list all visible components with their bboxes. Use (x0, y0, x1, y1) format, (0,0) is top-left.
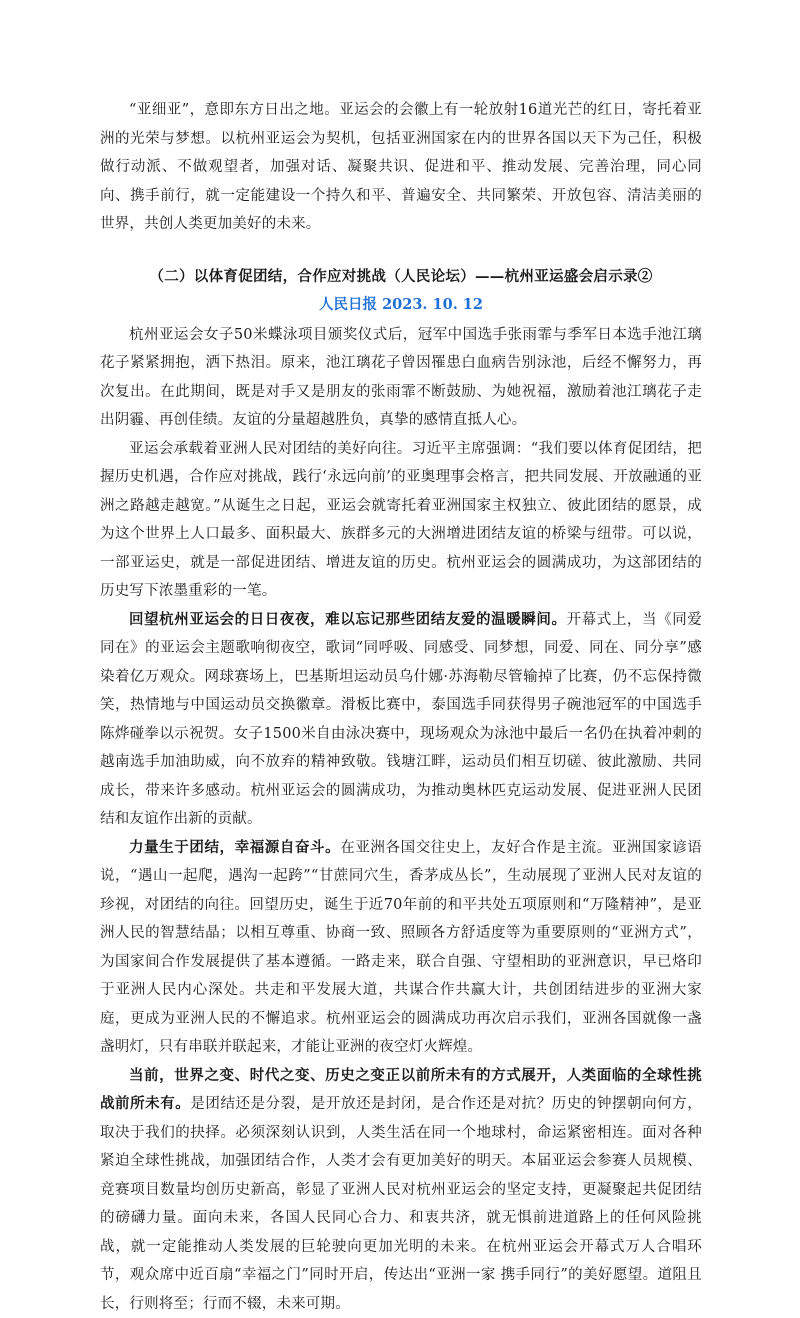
body-paragraph-3 (100, 606, 702, 834)
body-paragraph-4 (100, 834, 702, 1062)
paragraph-text: 亚运会承载着亚洲人民对团结的美好向往。习近平主席强调：“我们要以体育促团结，把握历史机遇，合作应对挑战，践行‘永远向前’的亚奥理事会格言，把共同发展、开放融通的亚洲之路越走越宽。”从诞生之日起，亚运会就寄托着亚洲国家主权独立、彼此团结的愿景，成为这个世界上人口最多、面积最大、族群多元的大洲增进团结友谊的桥梁与纽带。可以说，一部亚运史，就是一部促进团结、增进友谊的历史。杭州亚运会的圆满成功，为这部团结的历史写下浓墨重彩的一笔。 (100, 441, 702, 600)
paragraph-text: 开幕式上，当《同爱同在》的亚运会主题歌响彻夜空，歌词“同呼吸、同感受、同梦想，同爱、同在、同分享”感染着亿万观众。网球赛场上，巴基斯坦运动员乌什娜·苏海勒尽管输掉了比赛，仍不忘保持微笑，热情地与中国运动员交换徽章。滑板比赛中，泰国选手同获得男子碗池冠军的中国选手陈烨碰拳以示祝贺。女子1500米自由泳决赛中，现场观众为泳池中最后一名仍在执着冲刺的越南选手加油助威，向不放弃的精神致敬。钱塘江畔，运动员们相互切磋、彼此激励、共同成长，带来许多感动。杭州亚运会的圆满成功，为推动奥林匹克运动发展、促进亚洲人民团结和友谊作出新的贡献。 (100, 612, 702, 828)
paragraph-text: 在亚洲各国交往史上，友好合作是主流。亚洲国家谚语说，“遇山一起爬，遇沟一起跨”“甘蔗同穴生，香茅成丛长”，生动展现了亚洲人民对友谊的珍视，对团结的向往。回望历史，诞生于近70年前的和平共处五项原则和“万隆精神”，是亚洲人民的智慧结晶；以相互尊重、协商一致、照顾各方舒适度等为重要原则的“亚洲方式”，为国家间合作发展提供了基本遵循。一路走来，联合自强、守望相助的亚洲意识，早已烙印于亚洲人民内心深处。共走和平发展大道，共谋合作共赢大计，共创团结进步的亚洲大家庭，更成为亚洲人民的不懈追求。杭州亚运会的圆满成功再次启示我们，亚洲各国就像一盏盏明灯，只有串联并联起来，才能让亚洲的夜空灯火辉煌。 (100, 840, 702, 1056)
body-paragraph-1 (100, 321, 702, 435)
paragraph-text: 是团结还是分裂，是开放还是封闭，是合作还是对抗？历史的钟摆朝向何方，取决于我们的抉择。必须深刻认识到，人类生活在同一个地球村，命运紧密相连。面对各种紧迫全球性挑战，加强团结合作，人类才会有更加美好的明天。本届亚运会参赛人员规模、竞赛项目数量均创历史新高，彰显了亚洲人民对杭州亚运会的坚定支持，更凝聚起共促团结的磅礴力量。面向未来，各国人民同心合力、和衷共济，就无惧前进道路上的任何风险挑战，就一定能推动人类发展的巨轮驶向更加光明的未来。在杭州亚运会开幕式万人合唱环节，观众席中近百扇“幸福之门”同时开启，传达出“亚洲一家 携手同行”的美好愿望。道阻且长，行则将至；行而不辍，未来可期。 (100, 1096, 702, 1312)
body-paragraph-2 (100, 435, 702, 606)
intro-paragraph: “亚细亚”，意即东方日出之地。亚运会的会徽上有一轮放射16道光芒的红日，寄托着亚洲的光荣与梦想。以杭州亚运会为契机，包括亚洲国家在内的世界各国以天下为己任，积极做行动派、不做观望者，加强对话、凝聚共识、促进和平、推动发展、完善治理，同心同向、携手前行，就一定能建设一个持久和平、普遍安全、共同繁荣、开放包容、清洁美丽的世界，共创人类更加美好的未来。 (100, 96, 702, 239)
article-source: 人民日报 2023. 10. 12 (100, 291, 702, 319)
paragraph-lead: 力量生于团结，幸福源自奋斗。 (129, 839, 340, 856)
paragraph-text: 杭州亚运会女子50米蝶泳项目颁奖仪式后，冠军中国选手张雨霏与季军日本选手池江璃花子紧紧拥抱，洒下热泪。原来，池江璃花子曾因罹患白血病告别泳池，后经不懈努力，再次复出。在此期间，既是对手又是朋友的张雨霏不断鼓励、为她祝福，激励着池江璃花子走出阴霾、再创佳绩。友谊的分量超越胜负，真挚的感情直抵人心。 (100, 327, 702, 429)
body-paragraph-5 (100, 1062, 702, 1318)
paragraph-lead: 当前，世界之变、时代之变、历史之变正以前所未有的方式展开，人类面临的全球性挑战前所未有。 (100, 1067, 702, 1113)
article-title: （二）以体育促团结，合作应对挑战（人民论坛）——杭州亚运盛会启示录② (100, 263, 702, 291)
paragraph-lead: 回望杭州亚运会的日日夜夜，难以忘记那些团结友爱的温暖瞬间。 (129, 611, 567, 628)
